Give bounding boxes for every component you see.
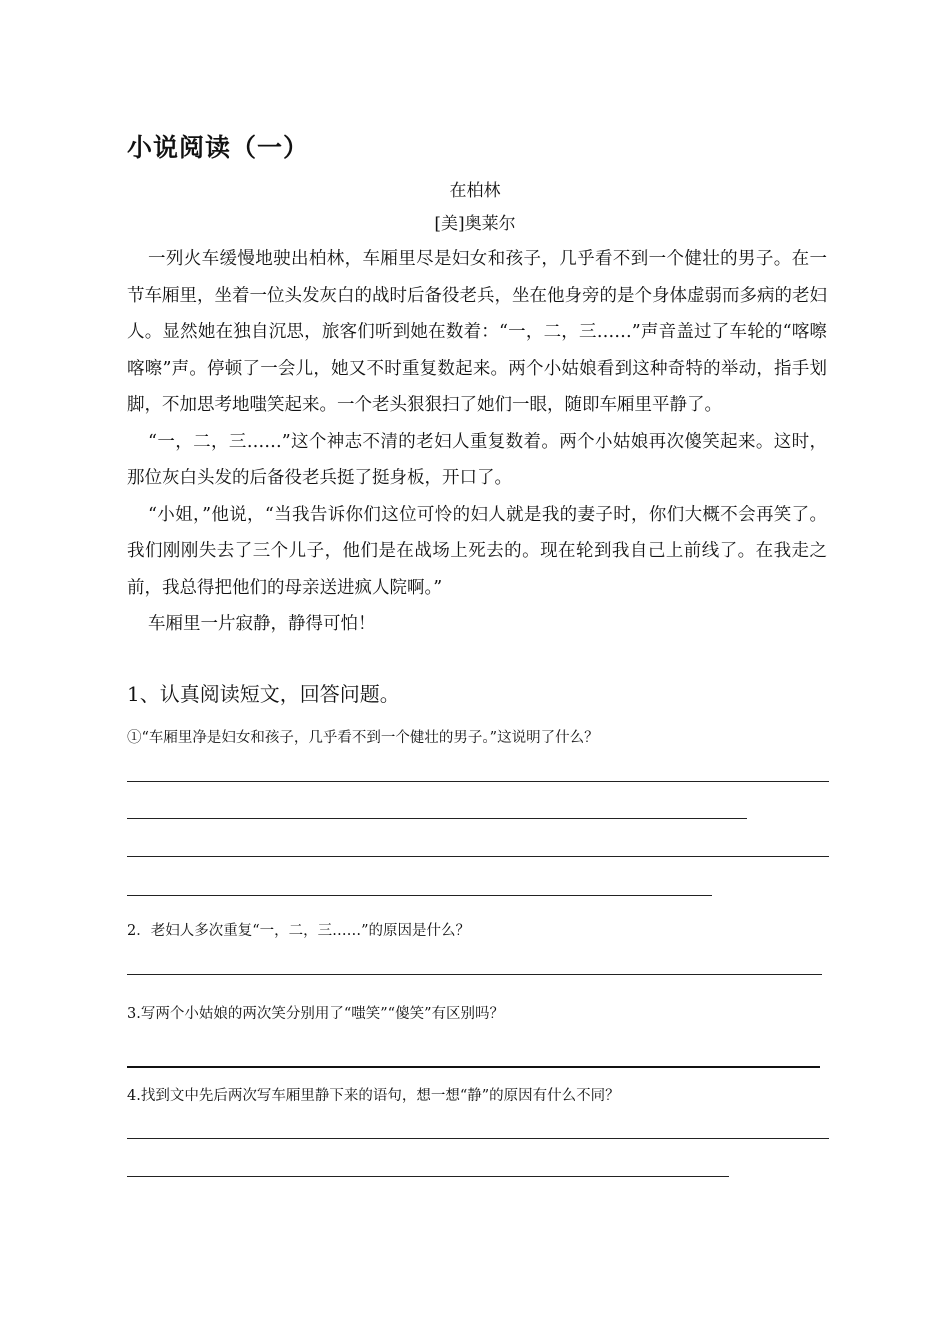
answer-line-q4-2[interactable] — [127, 1176, 729, 1177]
answer-line-q1-3[interactable] — [127, 856, 829, 857]
story-paragraph-3: “小姐，”他说，“当我告诉你们这位可怜的妇人就是我的妻子时，你们大概不会再笑了。我们刚刚失去了三个儿子，他们是在战场上死去的。现在轮到我自己上前线了。在我走之前，我总得把他们的母亲送进疯人院啊。” — [127, 504, 827, 598]
story-paragraph-2: “一，二，三……”这个神志不清的老妇人重复数着。两个小姑娘再次傻笑起来。这时，那位灰白头发的后备役老兵挺了挺身板，开口了。 — [127, 431, 827, 488]
questions-heading: 1、认真阅读短文，回答问题。 — [127, 682, 400, 706]
question-4: 4.找到文中先后两次写车厢里静下来的语句，想一想“静”的原因有什么不同？ — [127, 1088, 620, 1104]
question-3: 3.写两个小姑娘的两次笑分别用了“嗤笑”“傻笑”有区别吗？ — [127, 1006, 504, 1022]
answer-line-q1-4[interactable] — [127, 895, 712, 896]
answer-line-q3-1[interactable] — [127, 1066, 820, 1068]
answer-line-q4-1[interactable] — [127, 1138, 829, 1139]
story-paragraph-4: 车厢里一片寂静，静得可怕！ — [148, 614, 376, 634]
story-author: [美]奥莱尔 — [434, 214, 516, 234]
story-body — [127, 241, 827, 643]
story-paragraph-1: 一列火车缓慢地驶出柏林，车厢里尽是妇女和孩子，几乎看不到一个健壮的男子。在一节车厢里，坐着一位头发灰白的战时后备役老兵，坐在他身旁的是个身体虚弱而多病的老妇人。显然她在独自沉思，旅客们听到她在数着：“一，二，三……”声音盖过了车轮的“喀嚓喀嚓”声。停顿了一会儿，她又不时重复数起来。两个小姑娘看到这种奇特的举动，指手划脚，不加思考地嗤笑起来。一个老头狠狠扫了她们一眼，随即车厢里平静了。 — [127, 249, 827, 415]
section-title: 小说阅读（一） — [127, 133, 310, 162]
story-title: 在柏林 — [449, 181, 501, 201]
answer-line-q1-1[interactable] — [127, 781, 829, 782]
answer-line-q1-2[interactable] — [127, 818, 747, 819]
question-2: 2．老妇人多次重复“一，二，三……”的原因是什么？ — [127, 923, 471, 939]
answer-line-q2-1[interactable] — [127, 974, 822, 975]
question-1: ①“车厢里净是妇女和孩子，几乎看不到一个健壮的男子。”这说明了什么？ — [127, 730, 599, 746]
